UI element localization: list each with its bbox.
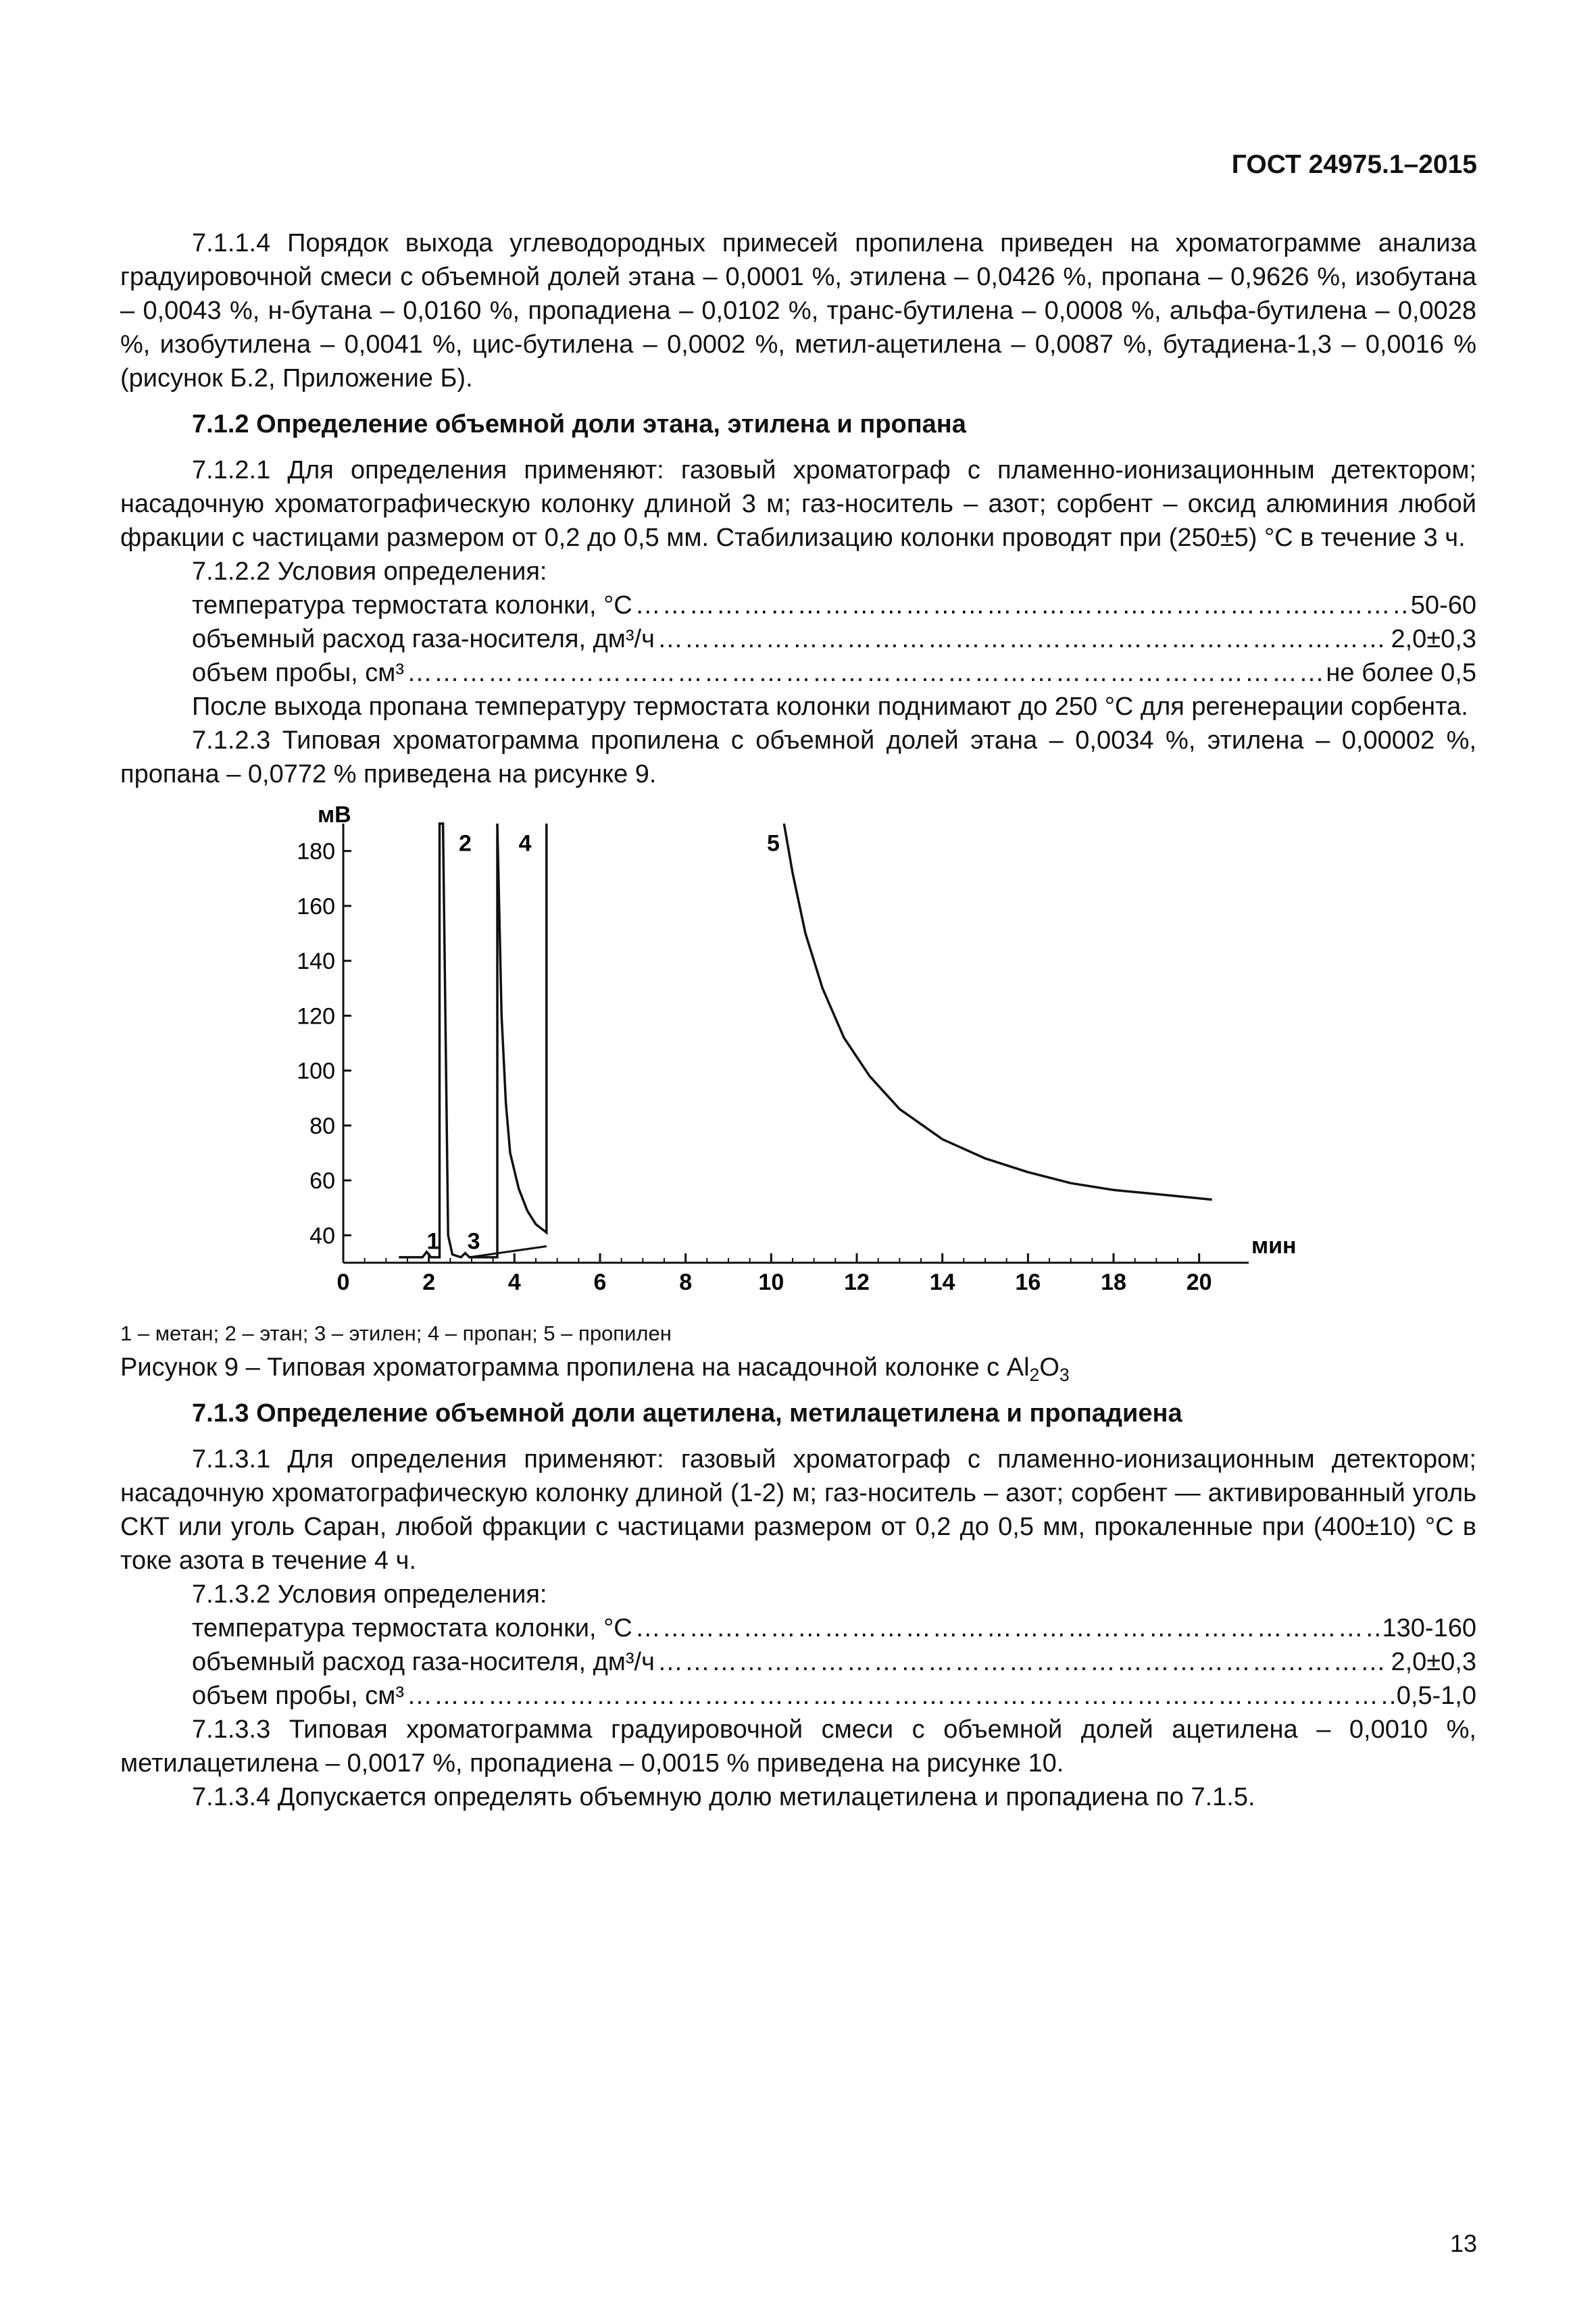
condition-label: температура термостата колонки, °С	[192, 1614, 632, 1642]
leader-dots	[657, 622, 1389, 656]
condition-row	[192, 622, 1476, 656]
condition-value: 50-60	[1410, 591, 1476, 620]
heading-7-1-3: 7.1.3 Определение объемной доли ацетилена, метилацетилена и пропадиена	[192, 1399, 1182, 1428]
x-axis-label: мин	[1251, 1233, 1297, 1259]
x-tick-label: 20	[1186, 1269, 1212, 1295]
peak-label: 1	[426, 1228, 440, 1255]
x-tick-label: 10	[758, 1269, 784, 1295]
heading-7-1-2: 7.1.2 Определение объемной доли этана, этилена и пропана	[192, 410, 966, 438]
condition-value: 2,0±0,3	[1391, 625, 1476, 653]
peak-label: 5	[767, 830, 780, 857]
y-tick-label: 140	[297, 949, 335, 975]
paragraph-7-1-2-2: 7.1.2.2 Условия определения:	[192, 557, 547, 586]
chromatogram-line	[399, 824, 547, 1257]
condition-row	[192, 588, 1476, 622]
leader-dots	[635, 1611, 1380, 1645]
y-axis-label: мВ	[318, 802, 351, 828]
peak-label: 4	[518, 830, 532, 857]
page-content	[120, 226, 1476, 1814]
leader-dots	[635, 588, 1408, 622]
x-tick-label: 0	[336, 1269, 350, 1295]
peak-label: 3	[467, 1228, 480, 1255]
y-tick-label: 80	[309, 1113, 335, 1139]
leader-dots	[657, 1645, 1389, 1679]
condition-row	[192, 1611, 1476, 1645]
y-tick-label: 120	[297, 1003, 335, 1030]
x-tick-label: 4	[507, 1269, 521, 1295]
x-tick-label: 2	[422, 1269, 436, 1295]
caption-text: Рисунок 9 – Типовая хроматограмма пропилена на насадочной колонке с Al	[120, 1353, 1030, 1382]
x-tick-label: 14	[929, 1269, 955, 1295]
condition-value: 130-160	[1382, 1614, 1476, 1642]
condition-label: объемный расход газа-носителя, дм³/ч	[192, 625, 655, 653]
y-tick-label: 40	[309, 1223, 335, 1249]
condition-row	[192, 656, 1476, 690]
x-tick-label: 16	[1015, 1269, 1041, 1295]
condition-row	[192, 1645, 1476, 1679]
condition-value: не более 0,5	[1326, 659, 1476, 687]
caption-subscript: 2	[1029, 1365, 1040, 1385]
paragraph-7-1-3-2: 7.1.3.2 Условия определения:	[192, 1580, 547, 1609]
figure-legend: 1 – метан; 2 – этан; 3 – этилен; 4 – пропан; 5 – пропилен	[120, 1322, 672, 1345]
caption-oxygen: O	[1039, 1353, 1059, 1382]
caption-subscript: 3	[1059, 1365, 1070, 1385]
y-tick-label: 60	[309, 1168, 335, 1194]
condition-label: объемный расход газа-носителя, дм³/ч	[192, 1648, 655, 1676]
figure-caption	[120, 1351, 1476, 1384]
condition-value: 0,5-1,0	[1396, 1682, 1476, 1710]
paragraph-7-1-2-3: 7.1.2.3 Типовая хроматограмма пропилена с объемной долей этана – 0,0034 %, этилена – 0,00002 %, пропана – 0,0772 % приведена на рисунке 9.	[120, 726, 1476, 788]
x-tick-label: 6	[593, 1269, 607, 1295]
paragraph-7-1-3-4: 7.1.3.4 Допускается определять объемную долю метилацетилена и пропадиена по 7.1.5.	[192, 1783, 1255, 1811]
condition-label: объем пробы, см³	[192, 1682, 405, 1710]
paragraph-7-1-1-4: 7.1.1.4 Порядок выхода углеводородных примесей пропилена приведен на хроматограмме анализа градуировочной смеси с объемной долей этана – 0,0001 %, этилена – 0,0426 %, пропана – 0,9626 %, изобутана – 0,0043 %, н-бутана – 0,0160 %, пропадиена – 0,0102 %, транс-бутилена – 0,0008 %, альфа-бутилена – 0,0028 %, изобутилена – 0,0041 %, цис-бутилена – 0,0002 %, метил-ацетилена – 0,0087 %, бутадиена-1,3 – 0,0016 % (рисунок Б.2, Приложение Б).	[120, 229, 1476, 393]
baseline-drift	[470, 1247, 547, 1257]
condition-label: температура термостата колонки, °С	[192, 591, 632, 620]
paragraph-regeneration: После выхода пропана температуру термостата колонки поднимают до 250 °С для регенерации сорбента.	[192, 693, 1468, 721]
condition-value: 2,0±0,3	[1391, 1648, 1476, 1676]
paragraph-7-1-2-1: 7.1.2.1 Для определения применяют: газовый хроматограф с пламенно-ионизационным детектором; насадочную хроматографическую колонку длиной 3 м; газ-носитель – азот; сорбент – оксид алюминия любой фракции с частицами размером от 0,2 до 0,5 мм. Стабилизацию колонки проводят при (250±5) °С в течение 3 ч.	[120, 456, 1476, 552]
chromatogram-chart	[120, 797, 1476, 1317]
condition-row	[192, 1679, 1476, 1713]
paragraph-7-1-3-1: 7.1.3.1 Для определения применяют: газовый хроматограф с пламенно-ионизационным детектором; насадочную хроматографическую колонку длиной (1-2) м; газ-носитель – азот; сорбент — активированный уголь СКТ или уголь Саран, любой фракции с частицами размером от 0,2 до 0,5 мм, прокаленные при (400±10) °С в токе азота в течение 4 ч.	[120, 1445, 1476, 1575]
y-tick-label: 160	[297, 893, 335, 920]
x-tick-label: 18	[1101, 1269, 1126, 1295]
standard-header: ГОСТ 24975.1–2015	[1231, 150, 1477, 179]
chromatogram-line	[784, 824, 1212, 1200]
leader-dots	[407, 1679, 1394, 1713]
leader-dots	[407, 656, 1323, 690]
x-tick-label: 12	[844, 1269, 870, 1295]
page-number: 13	[1449, 2230, 1477, 2257]
paragraph-7-1-3-3: 7.1.3.3 Типовая хроматограмма градуировочной смеси с объемной долей ацетилена – 0,0010 %, метилацетилена – 0,0017 %, пропадиена – 0,0015 % приведена на рисунке 10.	[120, 1715, 1476, 1778]
x-tick-label: 8	[679, 1269, 693, 1295]
condition-label: объем пробы, см³	[192, 659, 405, 687]
y-tick-label: 100	[297, 1058, 335, 1084]
y-tick-label: 180	[297, 838, 335, 865]
peak-label: 2	[459, 830, 472, 857]
